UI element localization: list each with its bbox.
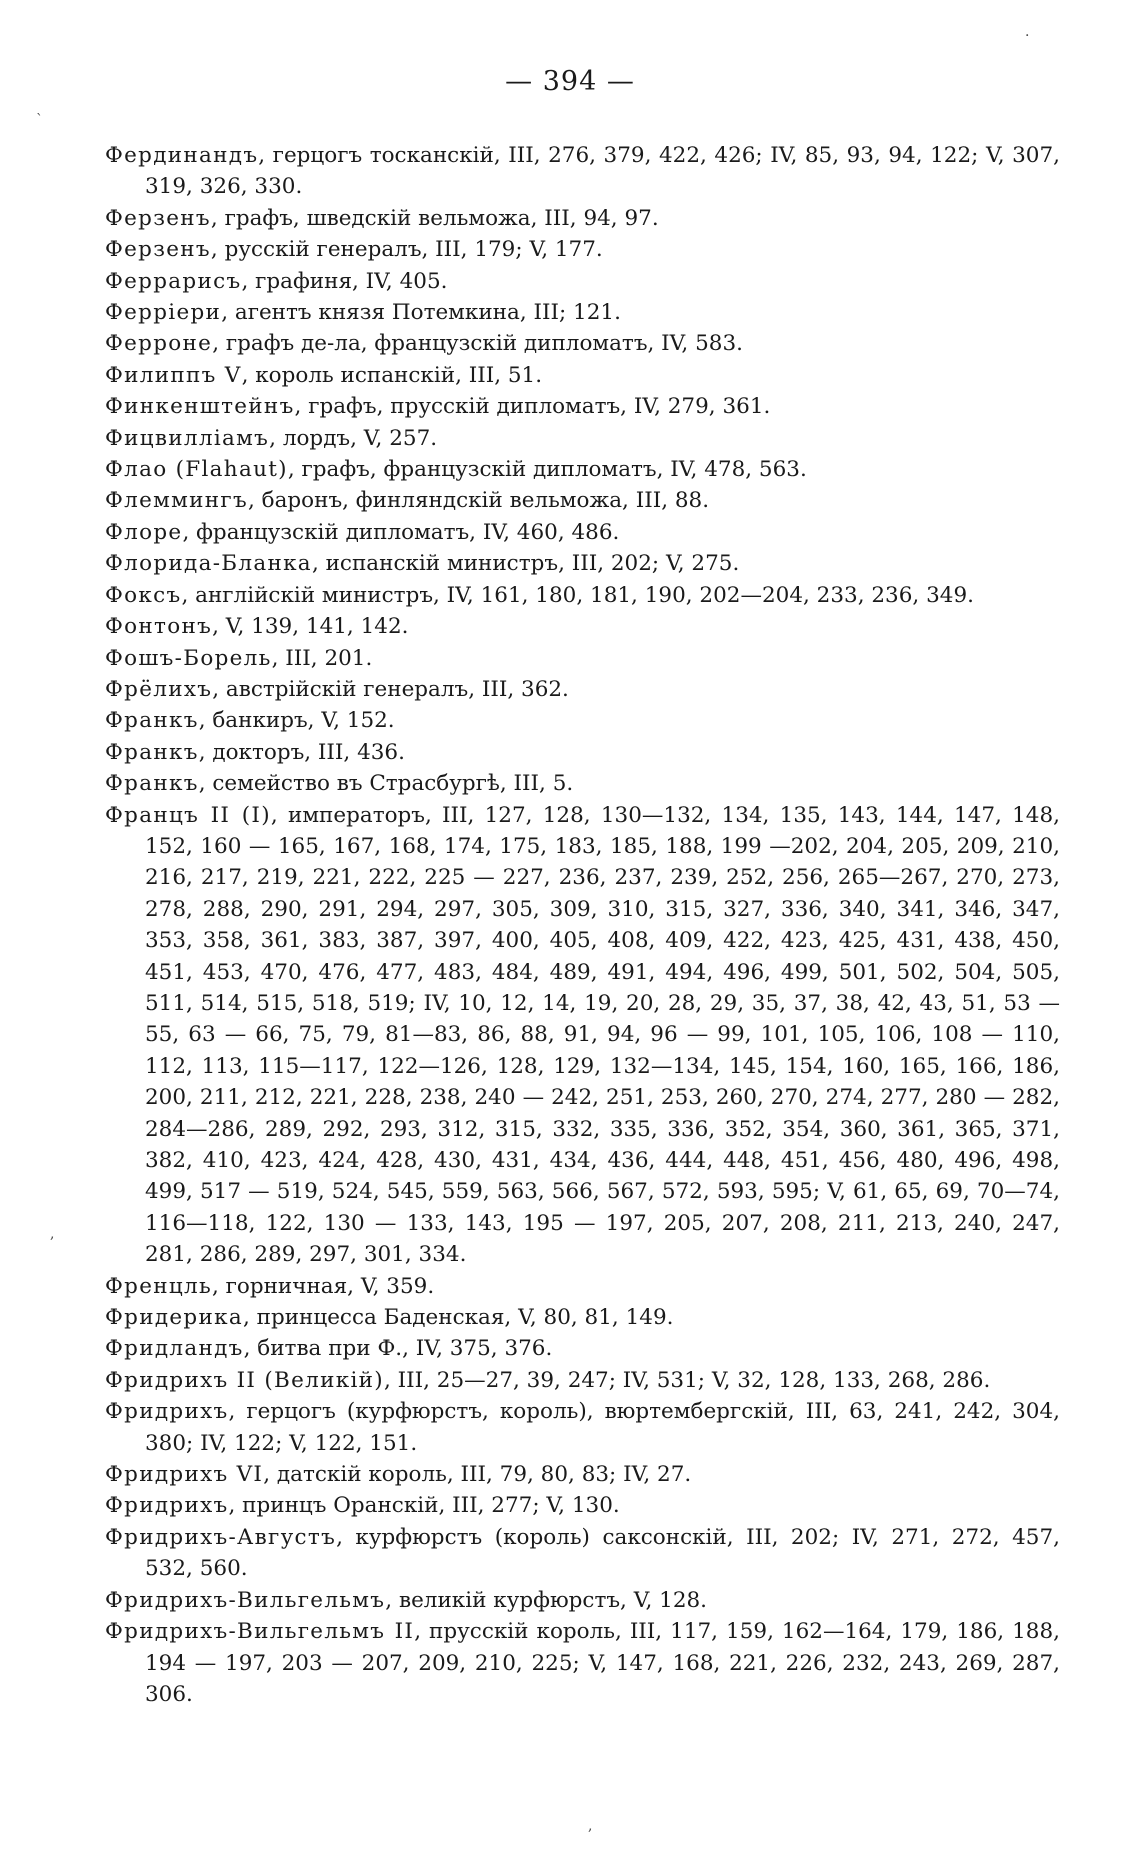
entry-references: , битва при Ф., IV, 375, 376. (243, 1336, 553, 1362)
entry-name: Франкъ (105, 708, 199, 734)
index-entry (105, 1333, 1060, 1364)
entry-name: Ферзенъ (105, 237, 211, 263)
entry-references: , англійскій министръ, IV, 161, 180, 181, 190, 202—204, 233, 236, 349. (181, 582, 974, 608)
entry-name: Фридрихъ (105, 1493, 229, 1519)
entry-references: , король испанскій, III, 51. (241, 362, 543, 388)
page-number: — 394 — (505, 66, 635, 97)
index-entry (105, 485, 1060, 516)
entry-references: , баронъ, финляндскій вельможа, III, 88. (247, 488, 710, 514)
entry-name: Флао (Flahaut) (105, 457, 288, 483)
entry-name: Феррарисъ (105, 268, 242, 294)
index-entry (105, 234, 1060, 265)
index-entry (105, 705, 1060, 736)
entry-name: Фридландъ (105, 1336, 244, 1362)
entry-references: , докторъ, III, 436. (198, 739, 405, 765)
entry-name: Фридрихъ-Вильгельмъ II (105, 1619, 415, 1645)
entry-references: , герцогъ (курфюрстъ, король), вюртембергскій, III, 63, 241, 242, 304, 380; IV, 122; V, 122, 151. (145, 1399, 1060, 1456)
entry-name: Фридрихъ-Вильгельмъ (105, 1587, 386, 1613)
entry-name: Франкъ (105, 771, 199, 797)
entry-name: Ферзенъ (105, 205, 211, 231)
entry-references: , графъ, французскій дипломатъ, IV, 478, 563. (287, 457, 807, 483)
entry-name: Фицвилліамъ (105, 425, 270, 451)
index-entry (105, 643, 1060, 674)
entry-references: , V, 139, 141, 142. (212, 614, 409, 640)
entry-references: , горничная, V, 359. (211, 1273, 435, 1299)
index-entry (105, 454, 1060, 485)
entry-name: Флеммингъ (105, 488, 248, 514)
entry-references: , датскій король, III, 79, 80, 83; IV, 27. (263, 1462, 692, 1488)
entry-references: , прусскій король, III, 117, 159, 162—164, 179, 186, 188, 194 — 197, 203 — 207, 209, 210, 225; V, 147, 168, 221, 226, 232, 243, 269, 287, 306. (145, 1619, 1060, 1707)
entry-references: , банкиръ, V, 152. (198, 708, 395, 734)
entry-name: Фридрихъ VI (105, 1462, 264, 1488)
entry-name: Флорида-Бланка (105, 551, 312, 577)
index-entry (105, 1365, 1060, 1396)
entry-name: Фридрихъ (105, 1399, 229, 1425)
entry-name: Фонтонъ (105, 614, 213, 640)
index-entry (105, 674, 1060, 705)
index-entry (105, 360, 1060, 391)
index-entry (105, 1271, 1060, 1302)
entry-name: Флоре (105, 519, 183, 545)
print-speck: ` (36, 112, 43, 128)
entry-references: , III, 201. (271, 645, 373, 671)
index-entry (105, 391, 1060, 422)
entry-references: , русскій генералъ, III, 179; V, 177. (210, 237, 603, 263)
index-entry (105, 266, 1060, 297)
entry-name: Френцль (105, 1273, 212, 1299)
entry-references: , принцесса Баденская, V, 80, 81, 149. (242, 1305, 674, 1331)
entry-name: Францъ II (I) (105, 802, 271, 828)
index-entries (105, 140, 1060, 1710)
entry-name: Фридрихъ-Августъ (105, 1524, 337, 1550)
index-entry (105, 328, 1060, 359)
entry-name: Франкъ (105, 739, 199, 765)
index-entry (105, 1490, 1060, 1521)
print-speck: · (1025, 28, 1030, 44)
entry-references: , графъ де-ла, французскій дипломатъ, IV, 583. (212, 331, 743, 357)
index-entry (105, 1585, 1060, 1616)
entry-name: Финкенштейнъ (105, 394, 295, 420)
entry-name: Фридрихъ II (Великій) (105, 1367, 384, 1393)
entry-references: , графъ, прусскій дипломатъ, IV, 279, 361. (294, 394, 771, 420)
entry-name: Фердинандъ (105, 143, 259, 168)
entry-references: , великій курфюрстъ, V, 128. (385, 1587, 708, 1613)
entry-name: Филиппъ V (105, 362, 242, 388)
entry-references: , герцогъ тосканскій, III, 276, 379, 422, 426; IV, 85, 93, 94, 122; V, 307, 319, 326, 330. (145, 143, 1060, 200)
entry-name: Фошъ-Борель (105, 645, 272, 671)
index-entry (105, 548, 1060, 579)
entry-references: , принцъ Оранскій, III, 277; V, 130. (228, 1493, 620, 1519)
entry-references: , графъ, шведскій вельможа, III, 94, 97. (210, 205, 659, 231)
index-entry (105, 580, 1060, 611)
index-entry (105, 203, 1060, 234)
index-entry (105, 1459, 1060, 1490)
entry-references: , французскій дипломатъ, IV, 460, 486. (182, 519, 620, 545)
index-entry (105, 297, 1060, 328)
index-entry (105, 140, 1060, 203)
index-entry (105, 611, 1060, 642)
entry-references: , агентъ князя Потемкина, III; 121. (221, 300, 621, 326)
entry-references: , императоръ, III, 127, 128, 130—132, 134, 135, 143, 144, 147, 148, 152, 160 — 165, 167, 168, 174, 175, 183, 185, 188, 199 —202, 204, 205, 209, 210, 216, 217, 219, 221, 222, 225 — 227, 236, 237, 239, 252, 256, 265—267, 270, 273, 278, 288, 290, 291, 294, 297, 305, 309, 310, 315, 327, 336, 340, 341, 346, 347, 353, 358, 361, 383, 387, 397, 400, 405, 408, 409, 422, 423, 425, 431, 438, 450, 451, 453, 470, 476, 477, 483, 484, 489, 491, 494, 496, 499, 501, 502, 504, 505, 511, 514, 515, 518, 519; IV, 10, 12, 14, 19, 20, 28, 29, 35, 37, 38, 42, 43, 51, 53 — 55, 63 — 66, 75, 79, 81—83, 86, 88, 91, 94, 96 — 99, 101, 105, 106, 108 — 110, 112, 113, 115—117, 122—126, 128, 129, 132—134, 145, 154, 160, 165, 166, 186, 200, 211, 212, 221, 228, 238, 240 — 242, 251, 253, 260, 270, 274, 277, 280 — 282, 284—286, 289, 292, 293, 312, 315, 332, 335, 336, 352, 354, 360, 361, 365, 371, 382, 410, 423, 424, 428, 430, 431, 434, 436, 444, 448, 451, 456, 480, 496, 498, 499, 517 — 519, 524, 545, 559, 563, 566, 567, 572, 593, 595; V, 61, 65, 69, 70—74, 116—118, 122, 130 — 133, 143, 195 — 197, 205, 207, 208, 211, 213, 240, 247, 281, 286, 289, 297, 301, 334. (145, 802, 1060, 1268)
index-entry (105, 737, 1060, 768)
index-entry (105, 1302, 1060, 1333)
index-entry (105, 1522, 1060, 1585)
entry-name: Фоксъ (105, 582, 182, 608)
entry-references: , семейство въ Страсбургѣ, III, 5. (198, 771, 574, 797)
entry-name: Ферроне (105, 331, 213, 357)
entry-name: Ферріери (105, 300, 222, 326)
entry-references: , курфюрстъ (король) саксонскій, III, 202; IV, 271, 272, 457, 532, 560. (145, 1524, 1060, 1582)
print-speck: , (50, 1226, 55, 1242)
entry-references: , австрійскій генералъ, III, 362. (212, 676, 569, 702)
entry-references: , испанскій министръ, III, 202; V, 275. (311, 551, 740, 577)
index-entry (105, 517, 1060, 548)
index-entry (105, 800, 1060, 1271)
print-speck: , (588, 1818, 593, 1834)
entry-references: , III, 25—27, 39, 247; IV, 531; V, 32, 128, 133, 268, 286. (383, 1367, 991, 1393)
entry-references: , графиня, IV, 405. (241, 268, 448, 294)
index-entry (105, 768, 1060, 799)
entry-name: Фридерика (105, 1305, 243, 1331)
entry-references: , лордъ, V, 257. (269, 425, 438, 451)
index-entry (105, 423, 1060, 454)
entry-name: Фрёлихъ (105, 676, 213, 702)
index-entry (105, 1396, 1060, 1459)
index-entry (105, 1616, 1060, 1710)
